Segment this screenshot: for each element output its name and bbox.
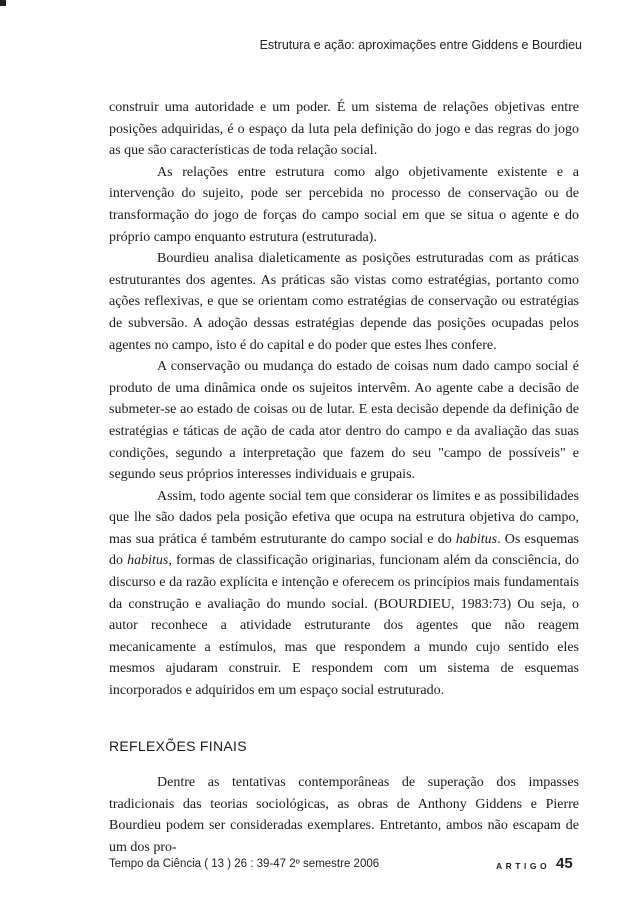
footer-section-label: ARTIGO bbox=[496, 861, 551, 871]
paragraph-4: A conservação ou mudança do estado de coisas num dado campo social é produto de uma dinâmica onde os sujeitos intervêm. Ao agente cabe a decisão de submeter-se ao estado de coisas ou de lutar. E esta decisão depende da definição de estratégias e táticas de ação de cada ator dentro do campo e da avaliação das suas condições, segundo a interpretação que fazem do seu "campo de possíveis" e segundo seus próprios interesses individuais e grupais. bbox=[109, 359, 579, 483]
paragraph-5 bbox=[109, 486, 579, 702]
paragraph-5-part-c: , formas de classificação originarias, funcionam além da consciência, do discurso e da razão explícita e intenção e oferecem os princípios mais fundamentais da construção e avaliação do mundo social. (BOURDIEU, 1983:73) Ou seja, o autor reconhece a atividade estruturante dos agentes que não reagem mecanicamente a estímulos, mas que respondem a mundo cujo sentido eles mesmos ajudaram construir. E respondem com um sistema de esquemas incorporados e adquiridos em um espaço social estruturado. bbox=[109, 553, 579, 699]
footer-citation: Tempo da Ciência ( 13 ) 26 : 39-47 2º semestre 2006 bbox=[109, 858, 380, 870]
running-header: Estrutura e ação: aproximações entre Giddens e Bourdieu bbox=[259, 38, 582, 52]
body-text bbox=[109, 97, 579, 702]
page-number: 45 bbox=[556, 855, 573, 872]
paragraph-3: Bourdieu analisa dialeticamente as posições estruturadas com as práticas estruturantes dos agentes. As práticas são vistas como estratégias, portanto como ações reflexivas, e que se orientam como estratégias de conservação ou estratégias de subversão. A adoção dessas estratégias depende das posições ocupadas pelos agentes no campo, isto é do capital e do poder que estes lhes confere. bbox=[109, 251, 579, 353]
section-heading: REFLEXÕES FINAIS bbox=[109, 738, 247, 754]
habitus-term: habitus bbox=[455, 531, 498, 547]
paragraph-5-part-b: . Os esquemas do bbox=[109, 531, 579, 569]
section-paragraph-1: Dentre as tentativas contemporâneas de superação dos impasses tradicionais das teorias sociológicas, as obras de Anthony Giddens e Pierre Bourdieu podem ser consideradas exemplares. Entretanto, ambos não escapam de um dos pro- bbox=[109, 775, 579, 855]
paragraph-2: As relações entre estrutura como algo objetivamente existente e a intervenção do sujeito, pode ser percebida no processo de conservação ou de transformação do jogo de forças do campo social em que se situa o agente e do próprio campo enquanto estrutura (estruturada). bbox=[109, 164, 579, 245]
habitus-term: habitus bbox=[127, 553, 169, 569]
paragraph-5-part-a: Assim, todo agente social tem que considerar os limites e as possibilidades que lhe são dados pela posição efetiva que ocupa na estrutura objetiva do campo, mas sua prática é também estruturante do campo social e do bbox=[109, 488, 579, 547]
section-text bbox=[109, 772, 579, 858]
corner-crop-mark bbox=[0, 0, 6, 6]
paragraph-1: construir uma autoridade e um poder. É um sistema de relações objetivas entre posições adquiridas, é o espaço da luta pela definição do jogo e das regras do jogo as que são características de toda relação social. bbox=[109, 100, 579, 159]
